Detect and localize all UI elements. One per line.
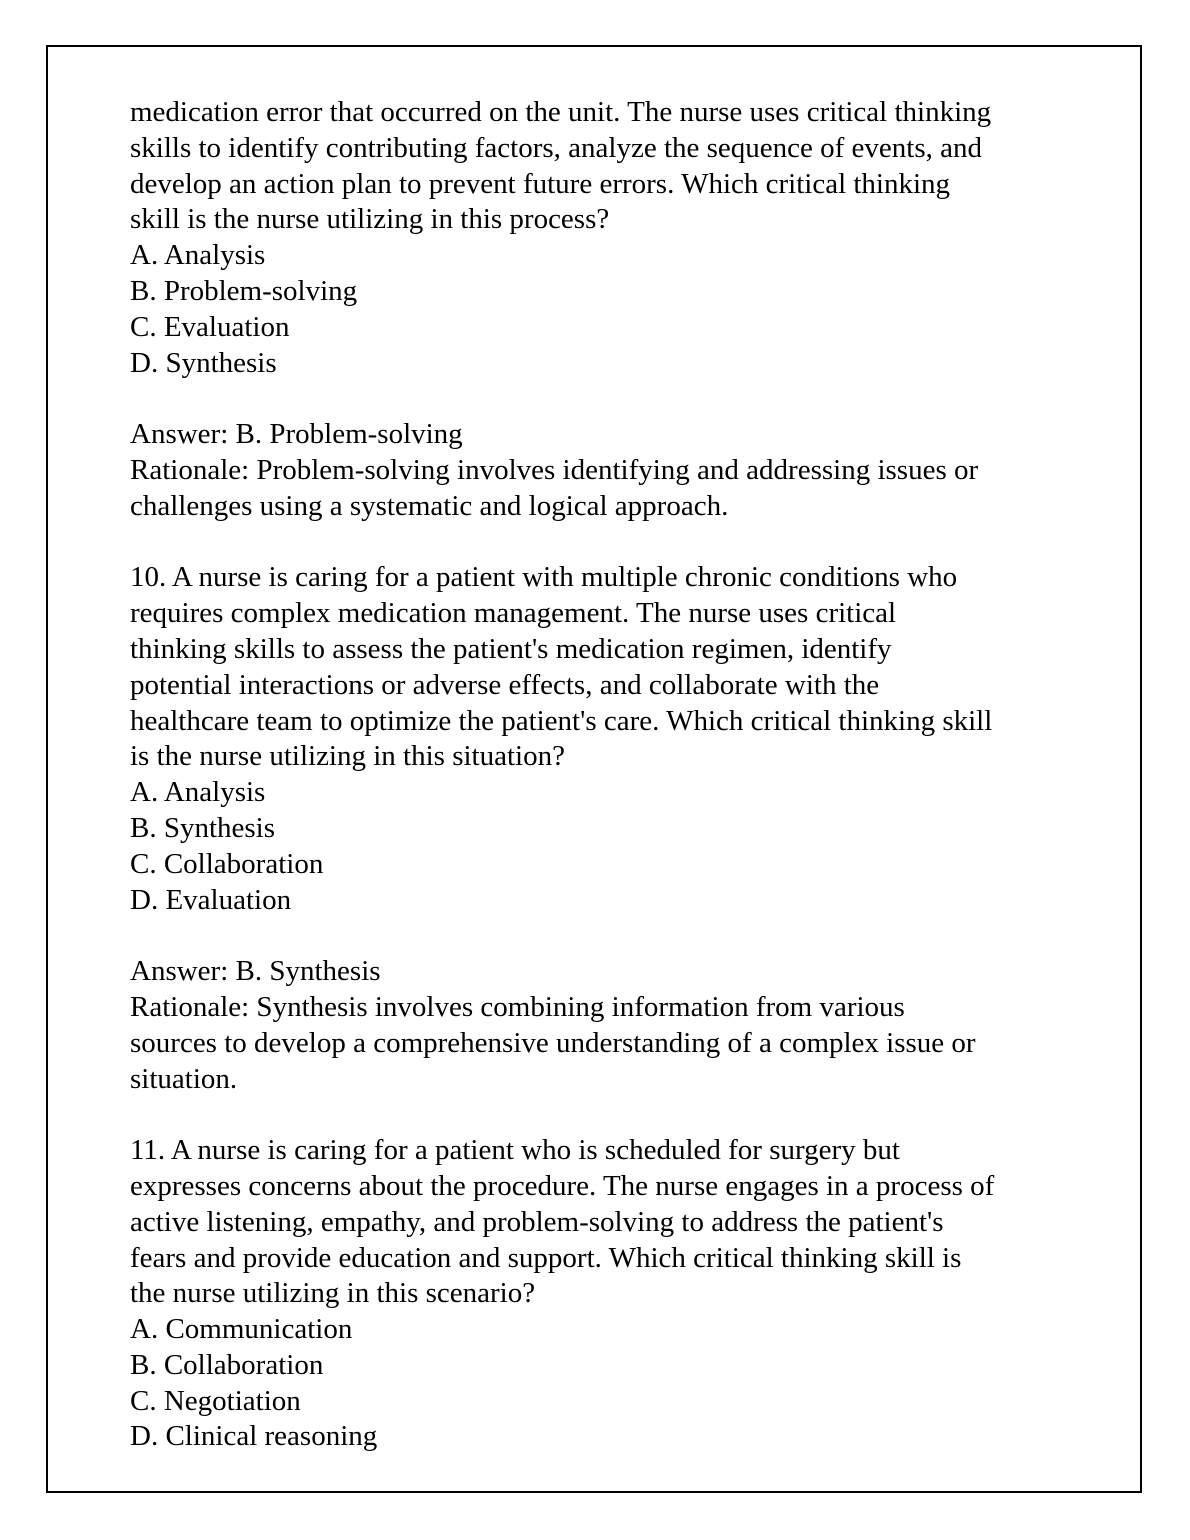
- option-d: D. Synthesis: [130, 346, 277, 379]
- option-a: A. Analysis: [130, 239, 266, 272]
- question-stem-line: thinking skills to assess the patient's medication regimen, identify: [130, 632, 892, 665]
- document-content: [130, 95, 1090, 1455]
- option-b: B. Problem-solving: [130, 274, 358, 307]
- spacer: [130, 381, 1090, 417]
- question-11-stem: [130, 1133, 1090, 1312]
- rationale-line: sources to develop a comprehensive understanding of a complex issue or: [130, 1026, 976, 1059]
- question-stem-line: potential interactions or adverse effects, and collaborate with the: [130, 668, 880, 701]
- question-9-stem: [130, 95, 1090, 238]
- question-stem-line: fears and provide education and support. Which critical thinking skill is: [130, 1241, 962, 1274]
- rationale-line: Rationale: Problem-solving involves identifying and addressing issues or: [130, 453, 979, 486]
- option-c: C. Evaluation: [130, 310, 290, 343]
- question-stem-line: skill is the nurse utilizing in this process?: [130, 203, 610, 236]
- question-stem-line: healthcare team to optimize the patient's care. Which critical thinking skill: [130, 704, 993, 737]
- question-10-options: [130, 775, 1090, 918]
- question-9-answer: Answer: B. Problem-solving: [130, 418, 463, 451]
- question-10-answer: Answer: B. Synthesis: [130, 955, 381, 988]
- spacer: [130, 525, 1090, 561]
- question-11-options: [130, 1312, 1090, 1455]
- question-10-stem: [130, 560, 1090, 775]
- question-9: [130, 95, 1090, 525]
- question-10-rationale: [130, 990, 1090, 1097]
- question-9-options: [130, 238, 1090, 381]
- question-9-rationale: [130, 453, 1090, 525]
- question-stem-line: requires complex medication management. The nurse uses critical: [130, 597, 897, 630]
- question-stem-line: develop an action plan to prevent future errors. Which critical thinking: [130, 167, 951, 200]
- question-stem-line: 10. A nurse is caring for a patient with multiple chronic conditions who: [130, 561, 958, 594]
- spacer: [130, 918, 1090, 954]
- spacer: [130, 1097, 1090, 1133]
- option-b: B. Synthesis: [130, 811, 276, 844]
- question-stem-line: expresses concerns about the procedure. The nurse engages in a process of: [130, 1169, 995, 1202]
- question-stem-line: 11. A nurse is caring for a patient who is scheduled for surgery but: [130, 1134, 900, 1167]
- question-stem-line: active listening, empathy, and problem-solving to address the patient's: [130, 1205, 944, 1238]
- question-10: [130, 560, 1090, 1097]
- option-d: D. Evaluation: [130, 883, 292, 916]
- option-a: A. Analysis: [130, 776, 266, 809]
- question-stem-line: the nurse utilizing in this scenario?: [130, 1277, 536, 1310]
- option-a: A. Communication: [130, 1313, 353, 1346]
- option-c: C. Collaboration: [130, 847, 324, 880]
- question-stem-line: medication error that occurred on the unit. The nurse uses critical thinking: [130, 96, 992, 128]
- rationale-line: situation.: [130, 1062, 238, 1095]
- option-b: B. Collaboration: [130, 1348, 324, 1381]
- rationale-line: Rationale: Synthesis involves combining information from various: [130, 990, 905, 1023]
- question-stem-line: skills to identify contributing factors, analyze the sequence of events, and: [130, 131, 983, 164]
- option-c: C. Negotiation: [130, 1384, 301, 1417]
- option-d: D. Clinical reasoning: [130, 1420, 378, 1453]
- rationale-line: challenges using a systematic and logical approach.: [130, 489, 729, 522]
- question-stem-line: is the nurse utilizing in this situation?: [130, 740, 565, 773]
- question-11: [130, 1133, 1090, 1455]
